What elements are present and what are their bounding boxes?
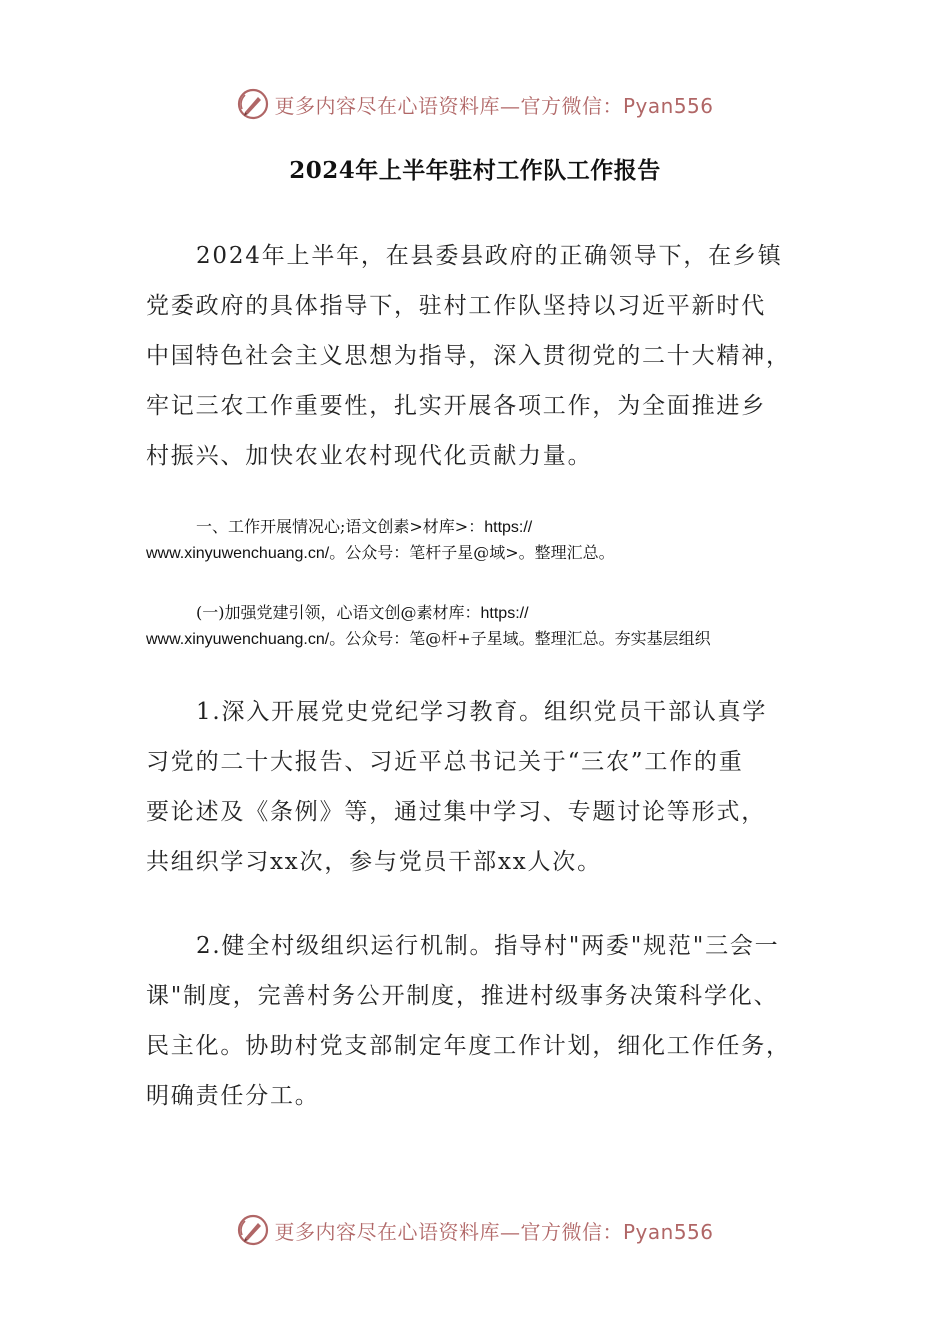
item-2-line: 课"制度，完善村务公开制度，推进村级事务决策科学化、	[146, 983, 779, 1009]
item-1-line: 1.深入开展党史党纪学习教育。组织党员干部认真学	[196, 699, 768, 725]
watermark-banner-top	[0, 82, 950, 126]
intro-line: 2024年上半年，在县委县政府的正确领导下，在乡镇	[196, 243, 783, 269]
watermark-banner-bottom	[0, 1208, 950, 1252]
pen-logo-icon	[236, 1213, 270, 1247]
intro-line: 中国特色社会主义思想为指导，深入贯彻党的二十大精神，	[146, 343, 791, 369]
section-heading-text: 一、工作开展情况心;语文创素>材库>：	[196, 517, 485, 536]
item-1-line: 要论述及《条例》等，通过集中学习、专题讨论等形式，	[146, 799, 766, 825]
item-2-line: 明确责任分工。	[146, 1083, 320, 1109]
document-title: 2024年上半年驻村工作队工作报告	[289, 157, 661, 184]
section-heading-text: 。公众号：笔杆子星@域>。整理汇总。	[329, 543, 615, 562]
section-heading-text: 。公众号：笔@杆+子星域。整理汇总。夯实基层组织	[329, 629, 711, 648]
item-1-line: 习党的二十大报告、习近平总书记关于“三农”工作的重	[146, 749, 744, 775]
section-heading-url: https://	[480, 605, 529, 622]
section-heading-2	[146, 600, 826, 652]
pen-logo-icon	[236, 87, 270, 121]
watermark-text: 更多内容尽在心语资料库—官方微信：Pyan556	[274, 93, 714, 118]
watermark-text: 更多内容尽在心语资料库—官方微信：Pyan556	[274, 1219, 714, 1244]
section-heading-1	[146, 514, 826, 566]
item-2-line: 2.健全村级组织运行机制。指导村"两委"规范"三会一	[196, 933, 780, 959]
item-2-paragraph	[146, 921, 806, 1121]
section-heading-text: (一)加强党建引领，心语文创@素材库：	[196, 603, 481, 622]
intro-paragraph	[146, 231, 806, 481]
item-1-paragraph	[146, 687, 806, 887]
item-2-line: 民主化。协助村党支部制定年度工作计划，细化工作任务，	[146, 1033, 791, 1059]
intro-line: 村振兴、加快农业农村现代化贡献力量。	[146, 443, 593, 469]
section-heading-url: www.xinyuwenchuang.cn/	[146, 545, 330, 562]
intro-line: 牢记三农工作重要性，扎实开展各项工作，为全面推进乡	[146, 393, 766, 419]
section-heading-url: www.xinyuwenchuang.cn/	[146, 631, 330, 648]
intro-line: 党委政府的具体指导下，驻村工作队坚持以习近平新时代	[146, 293, 766, 319]
section-heading-url: https://	[484, 519, 533, 536]
item-1-line: 共组织学习xx次，参与党员干部xx人次。	[146, 849, 602, 875]
